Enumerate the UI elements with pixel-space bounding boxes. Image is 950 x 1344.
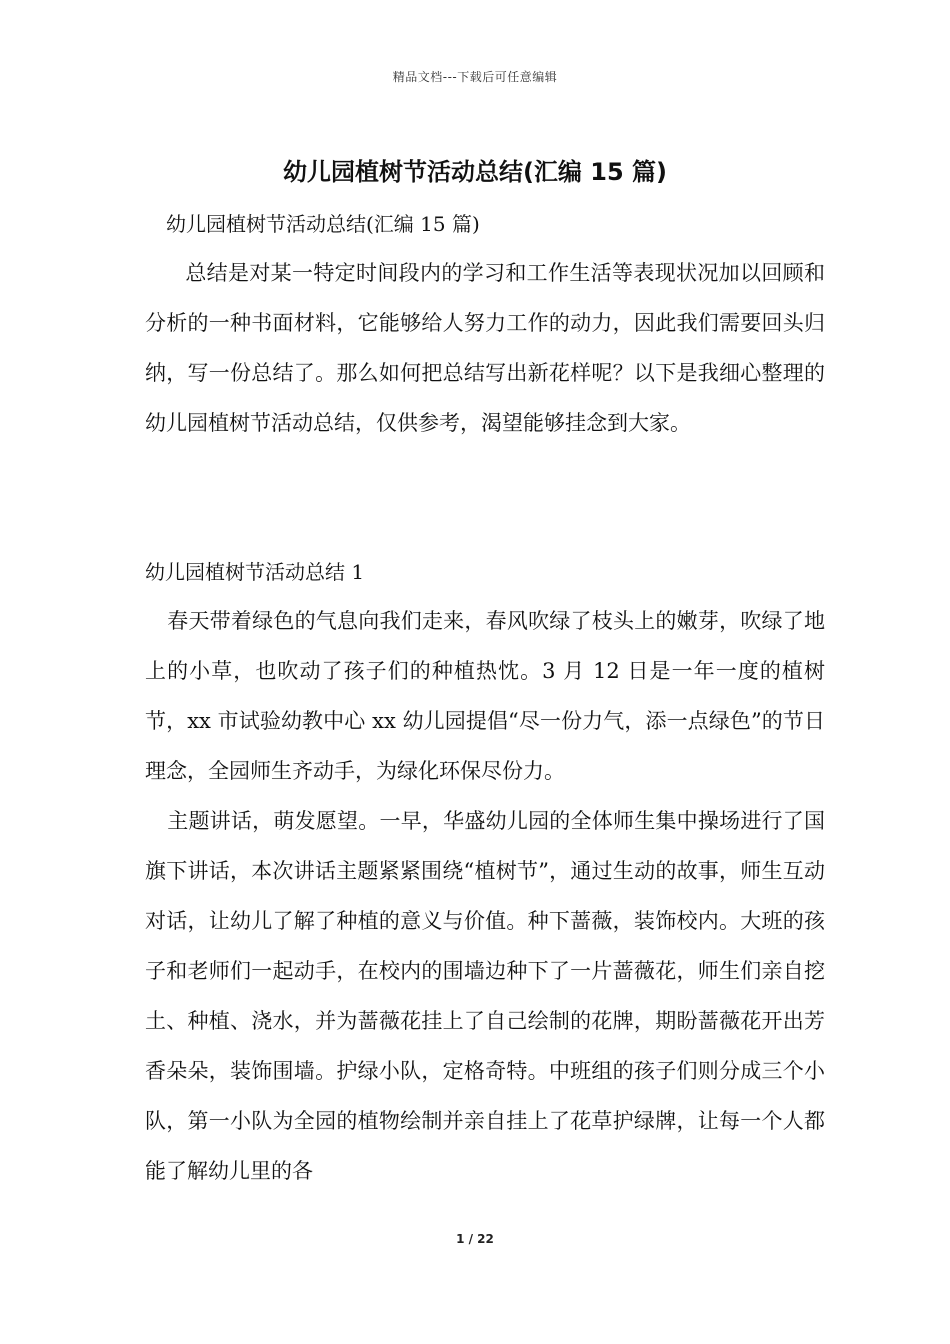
intro-text: 总结是对某一特定时间段内的学习和工作生活等表现状况加以回顾和分析的一种书面材料，它能够给人努力工作的动力，因此我们需要回头归纳，写一份总结了。那么如何把总结写出新花样呢？以下是我细心整理的幼儿园植树节活动总结，仅供参考，渴望能够挂念到大家。: [145, 261, 825, 435]
header-note: 精品文档---下载后可任意编辑: [392, 70, 558, 84]
paragraph-text: 春天带着绿色的气息向我们走来，春风吹绿了枝头上的嫩芽，吹绿了地上的小草，也吹动了孩子们的种植热忱。3 月 12 日是一年一度的植树节，xx 市试验幼教中心 xx 幼儿园提倡“尽一份力气，添一点绿色”的节日理念，全园师生齐动手，为绿化环保尽份力。: [145, 609, 825, 783]
document-subtitle: 幼儿园植树节活动总结(汇编 15 篇): [166, 212, 480, 236]
intro-paragraph: [145, 248, 825, 448]
body-paragraph: [145, 796, 825, 1196]
body-paragraph: [145, 596, 825, 796]
section-heading: 幼儿园植树节活动总结 1: [145, 560, 365, 584]
page-number: 1 / 22: [456, 1232, 494, 1246]
paragraph-text: 主题讲话，萌发愿望。一早，华盛幼儿园的全体师生集中操场进行了国旗下讲话，本次讲话主题紧紧围绕“植树节”，通过生动的故事，师生互动对话，让幼儿了解了种植的意义与价值。种下蔷薇，装饰校内。大班的孩子和老师们一起动手，在校内的围墙边种下了一片蔷薇花，师生们亲自挖土、种植、浇水，并为蔷薇花挂上了自己绘制的花牌，期盼蔷薇花开出芳香朵朵，装饰围墙。护绿小队，定格奇特。中班组的孩子们则分成三个小队，第一小队为全园的植物绘制并亲自挂上了花草护绿牌，让每一个人都能了解幼儿里的各: [145, 809, 825, 1183]
document-title: 幼儿园植树节活动总结(汇编 15 篇): [282, 158, 668, 186]
